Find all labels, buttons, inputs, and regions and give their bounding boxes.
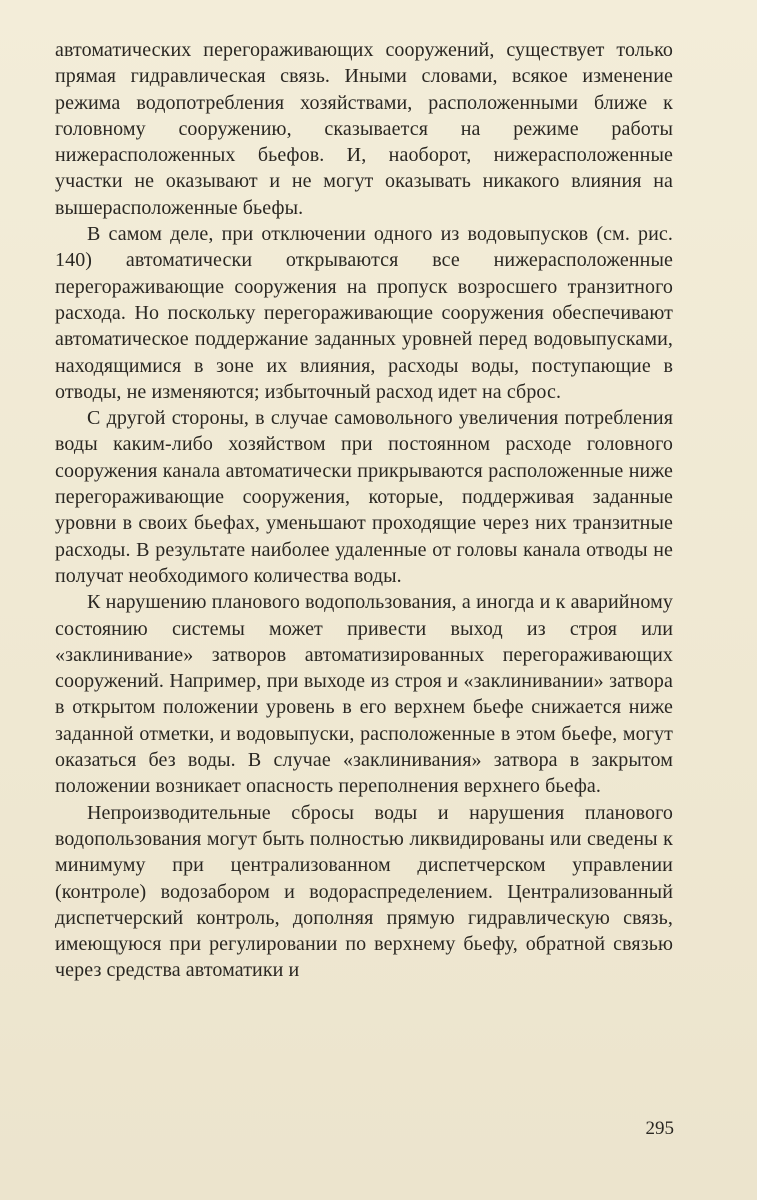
page-number: 295 xyxy=(645,1118,674,1139)
paragraph-4: К нарушению планового водопользования, а иногда и к аварийному состоянию системы может привести выход из строя или «заклинивание» затворов автоматизированных перегораживающих сооружений. Например, при выходе из строя и «заклинивании» затвора в открытом положении уровень в его верхнем бьефе снижается ниже заданной отметки, и водовыпуски, расположенные в этом бьефе, могут оказаться без воды. В случае «заклинивания» затвора в закрытом положении возникает опасность переполнения верхнего бьефа. xyxy=(55,591,673,798)
body-text xyxy=(55,37,673,984)
paragraph-3: С другой стороны, в случае самовольного увеличения потребления воды каким-либо хозяйством при постоянном расходе головного сооружения канала автоматически прикрываются расположенные ниже перегораживающие сооружения, которые, поддерживая заданные уровни в своих бьефах, уменьшают проходящие через них транзитные расходы. В результате наиболее удаленные от головы канала отводы не получат необходимого количества воды. xyxy=(55,407,673,587)
paragraph-2: В самом деле, при отключении одного из водовыпусков (см. рис. 140) автоматически открываются все нижерасположенные перегораживающие сооружения на пропуск возросшего транзитного расхода. Но поскольку перегораживающие сооружения обеспечивают автоматическое поддержание заданных уровней перед водовыпусками, находящимися в зоне их влияния, расходы воды, поступающие в отводы, не изменяются; избыточный расход идет на сброс. xyxy=(55,223,673,403)
paragraph-5: Непроизводительные сбросы воды и нарушения планового водопользования могут быть полностью ликвидированы или сведены к минимуму при централизованном диспетчерском управлении (контроле) водозабором и водораспределением. Централизованный диспетчерский контроль, дополняя прямую гидравлическую связь, имеющуюся при регулировании по верхнему бьефу, обратной связью через средства автоматики и xyxy=(55,801,673,982)
paragraph-1: автоматических перегораживающих сооружений, существует только прямая гидравлическая связь. Иными словами, всякое изменение режима водопотребления хозяйствами, расположенными ближе к головному сооружению, сказывается на режиме работы нижерасположенных бьефов. И, наоборот, нижерасположенные участки не оказывают и не могут оказывать никакого влияния на вышерасположенные бьефы. xyxy=(55,39,673,219)
